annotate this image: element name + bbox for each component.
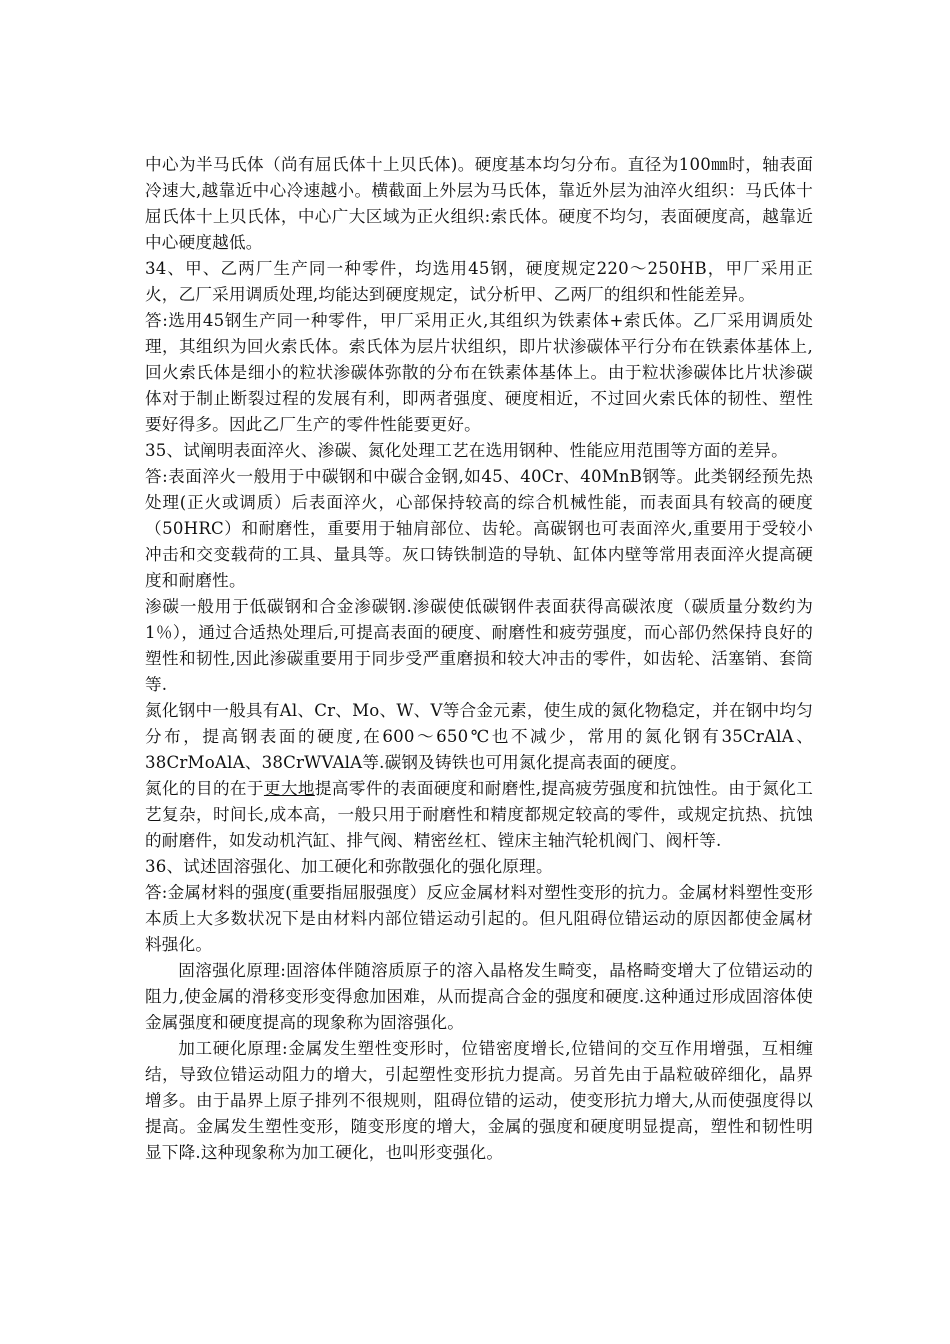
answer-35-surface-quenching: 答:表面淬火一般用于中碳钢和中碳合金钢,如45、40Cr、40MnB钢等。此类钢经预先热处理(正火或调质）后表面淬火，心部保持较高的综合机械性能，而表面具有较高的硬度（50HRC）和耐磨性，重要用于轴肩部位、齿轮。高碳钢也可表面淬火,重要用于受较小冲击和交变载荷的工具、量具等。灰口铸铁制造的导轨、缸体内壁等常用表面淬火提高硬度和耐磨性。 [145, 467, 813, 590]
nitriding-purpose-lead: 氮化的目的在于 [145, 779, 264, 798]
answer-35-carburizing: 渗碳一般用于低碳钢和合金渗碳钢.渗碳使低碳钢件表面获得高碳浓度（碳质量分数约为1％），通过合适热处理后,可提高表面的硬度、耐磨性和疲劳强度，而心部仍然保持良好的塑性和韧性,因此渗碳重要用于同步受严重磨损和较大冲击的零件，如齿轮、活塞销、套筒等. [145, 597, 813, 694]
question-36: 36、试述固溶强化、加工硬化和弥散强化的强化原理。 [145, 857, 553, 876]
nitriding-purpose-rest: 提高零件的表面硬度和耐磨性,提高疲劳强度和抗蚀性。由于氮化工艺复杂，时间长,成本高，一般只用于耐磨性和精度都规定较高的零件，或规定抗热、抗蚀的耐磨件，如发动机汽缸、排气阀、精密丝杠、镗床主轴汽轮机阀门、阀杆等. [145, 779, 813, 850]
question-35: 35、试阐明表面淬火、渗碳、氮化处理工艺在选用钢种、性能应用范围等方面的差异。 [145, 441, 788, 460]
answer-34: 答:选用45钢生产同一种零件，甲厂采用正火,其组织为铁素体+索氏体。乙厂采用调质处理，其组织为回火索氏体。索氏体为层片状组织，即片状渗碳体平行分布在铁素体基体上,回火索氏体是细小的粒状渗碳体弥散的分布在铁素体基体上。由于粒状渗碳体比片状渗碳体对于制止断裂过程的发展有利，即两者强度、硬度相近，不过回火索氏体的韧性、塑性要好得多。因此乙厂生产的零件性能要更好。 [145, 311, 813, 434]
answer-36-intro: 答:金属材料的强度(重要指屈服强度）反应金属材料对塑性变形的抗力。金属材料塑性变形本质上大多数状况下是由材料内部位错运动引起的。但凡阻碍位错运动的原因都使金属材料强化。 [145, 883, 813, 954]
answer-36-work-hardening: 加工硬化原理:金属发生塑性变形时，位错密度增长,位错间的交互作用增强，互相缠结，导致位错运动阻力的增大，引起塑性变形抗力提高。另首先由于晶粒破碎细化，晶界增多。由于晶界上原子排列不很规则，阻碍位错的运动，使变形抗力增大,从而使强度得以提高。金属发生塑性变形，随变形度的增大，金属的强度和硬度明显提高，塑性和韧性明显下降.这种现象称为加工硬化，也叫形变强化。 [145, 1039, 813, 1162]
answer-35-nitriding-purpose [145, 776, 813, 854]
answer-35-nitriding: 氮化钢中一般具有Al、Cr、Mo、W、V等合金元素，使生成的氮化物稳定，并在钢中均匀分布，提高钢表面的硬度,在600～650℃也不减少，常用的氮化钢有35CrAlA、38CrMoAlA、38CrWVAlA等.碳钢及铸铁也可用氮化提高表面的硬度。 [145, 701, 813, 772]
document-body [145, 152, 813, 1166]
underlined-phrase: 更大地 [263, 779, 315, 798]
answer-36-solid-solution: 固溶强化原理:固溶体伴随溶质原子的溶入晶格发生畸变，晶格畸变增大了位错运动的阻力,使金属的滑移变形变得愈加困难，从而提高合金的强度和硬度.这种通过形成固溶体使金属强度和硬度提高的现象称为固溶强化。 [145, 961, 813, 1032]
paragraph-q33-answer-continued: 中心为半马氏体（尚有屈氏体十上贝氏体)。硬度基本均匀分布。直径为100㎜时，轴表面冷速大,越靠近中心冷速越小。横截面上外层为马氏体，靠近外层为油淬火组织：马氏体十屈氏体十上贝氏体，中心广大区域为正火组织:索氏体。硬度不均匀，表面硬度高，越靠近中心硬度越低。 [145, 155, 813, 252]
question-34: 34、甲、乙两厂生产同一种零件，均选用45钢，硬度规定220～250HB，甲厂采用正火，乙厂采用调质处理,均能达到硬度规定，试分析甲、乙两厂的组织和性能差异。 [145, 259, 813, 304]
